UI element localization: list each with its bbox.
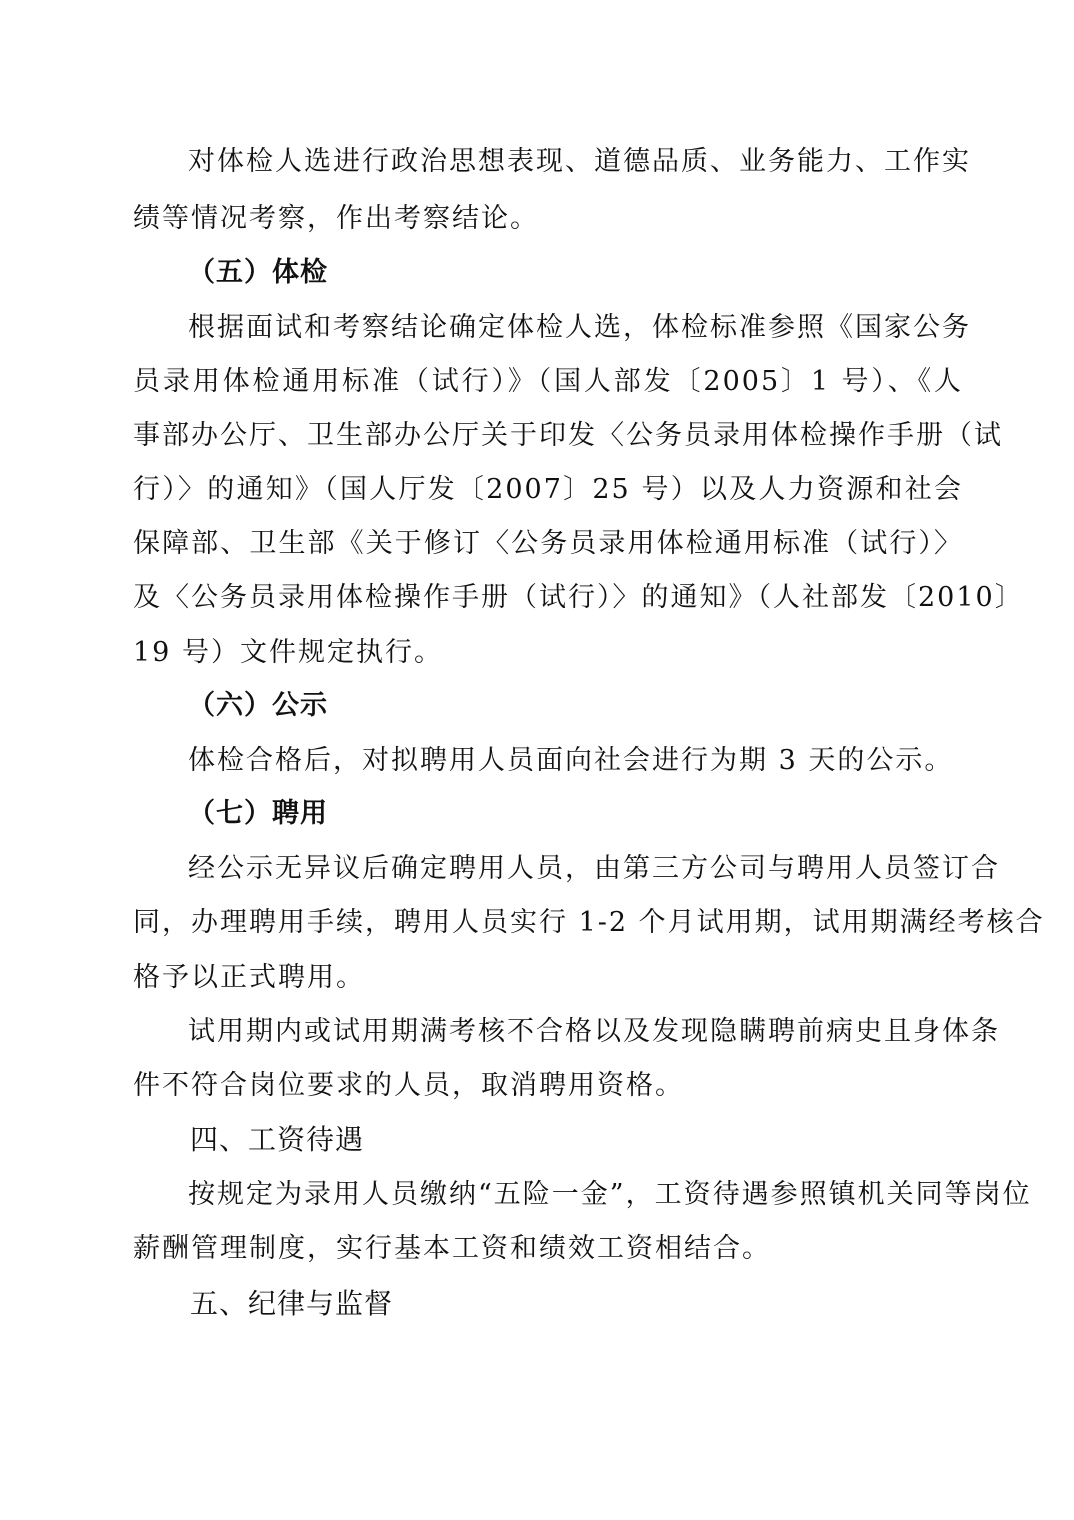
paragraph-line: 同，办理聘用手续，聘用人员实行 1-2 个月试用期，试用期满经考核合 [133,907,1045,938]
subsection-heading: （六）公示 [188,690,328,721]
paragraph-line: 薪酬管理制度，实行基本工资和绩效工资相结合。 [133,1233,771,1264]
section-heading: 五、纪律与监督 [190,1287,394,1320]
paragraph-line: 格予以正式聘用。 [133,962,365,993]
paragraph-line: 根据面试和考察结论确定体检人选，体检标准参照《国家公务 [188,312,971,343]
paragraph-line: 及〈公务员录用体检操作手册（试行）〉的通知》（人社部发〔2010〕 [133,582,1024,613]
paragraph-line: 绩等情况考察，作出考察结论。 [133,203,539,234]
paragraph-line: 保障部、卫生部《关于修订〈公务员录用体检通用标准（试行）〉 [133,528,963,559]
paragraph-line: 体检合格后，对拟聘用人员面向社会进行为期 3 天的公示。 [188,745,954,776]
section-heading: 四、工资待遇 [190,1123,365,1156]
subsection-heading: （七）聘用 [188,798,328,829]
paragraph-line: 按规定为录用人员缴纳“五险一金”，工资待遇参照镇机关同等岗位 [188,1179,1032,1210]
subsection-heading: （五）体检 [188,257,328,288]
paragraph-line: 对体检人选进行政治思想表现、道德品质、业务能力、工作实 [188,146,971,177]
paragraph-line: 事部办公厅、卫生部办公厅关于印发〈公务员录用体检操作手册（试 [133,420,1003,451]
paragraph-line: 件不符合岗位要求的人员，取消聘用资格。 [133,1070,684,1101]
paragraph-line: 员录用体检通用标准（试行）》（国人部发〔2005〕1 号）、《人 [133,366,963,397]
paragraph-line: 经公示无异议后确定聘用人员，由第三方公司与聘用人员签订合 [188,853,1000,884]
paragraph-line: 19 号）文件规定执行。 [133,637,443,668]
paragraph-line: 试用期内或试用期满考核不合格以及发现隐瞒聘前病史且身体条 [188,1016,1000,1047]
paragraph-line: 行）〉的通知》（国人厅发〔2007〕25 号）以及人力资源和社会 [133,474,963,505]
